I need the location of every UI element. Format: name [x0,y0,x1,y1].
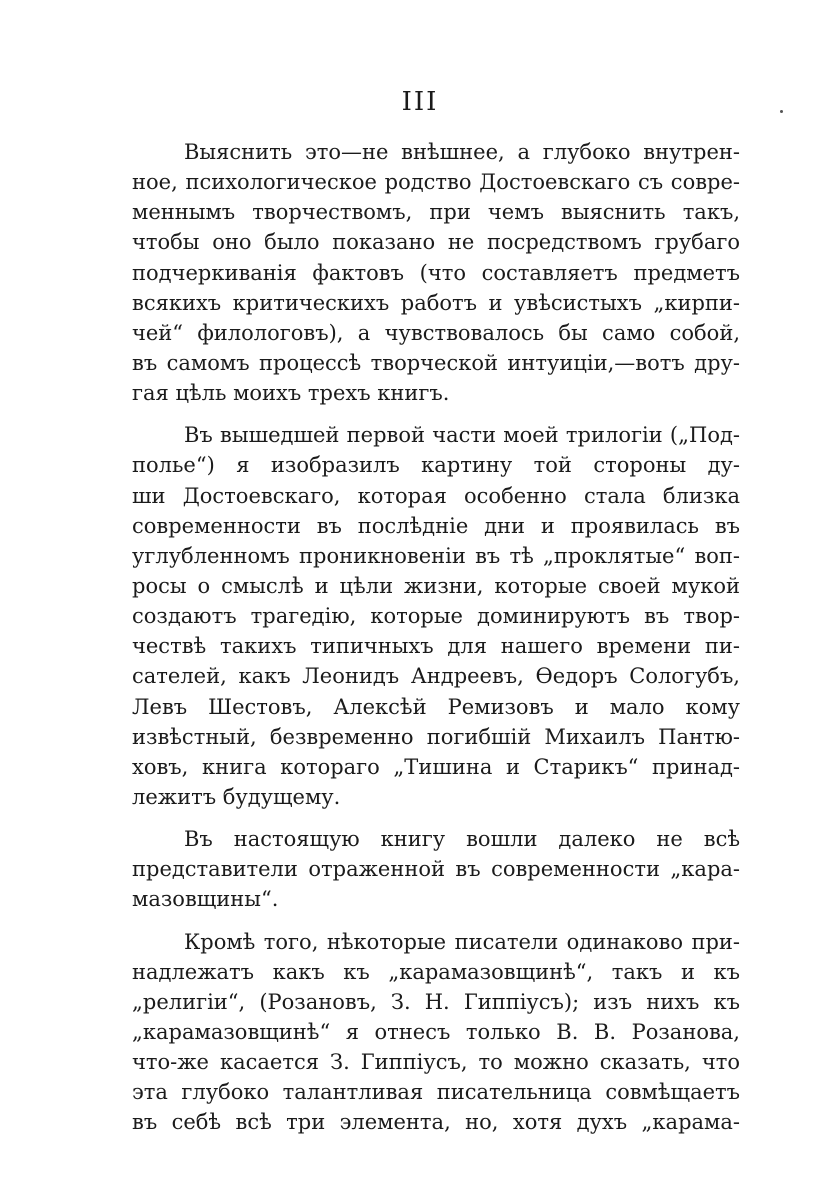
text-line: создаютъ трагедію, которые доминируютъ въ твор- [132,604,740,629]
text-line: Въ вышедшей первой части моей трилогіи („Под- [184,423,740,448]
page-number: III [401,87,439,117]
text-line: всякихъ критическихъ работъ и увѣсистыхъ „кирпи- [132,290,740,315]
text-line: мазовщины“. [132,887,279,912]
text-line: сателей, какъ Леонидъ Андреевъ, Ѳедоръ Сологубъ, [132,664,740,689]
paragraph [132,420,740,812]
paragraph [132,927,740,1138]
body-text [132,137,740,1150]
text-line: полье“) я изобразилъ картину той стороны ду- [132,453,740,478]
text-line: лежитъ будущему. [132,784,341,809]
paragraph [132,137,740,408]
text-line: ное, психологическое родство Достоевскаго съ совре- [132,170,740,195]
paragraph [132,824,740,914]
text-line: современности въ послѣдніе дни и проявилась въ [132,513,740,538]
text-line: ши Достоевскаго, которая особенно стала близка [132,483,740,508]
text-line: эта глубоко талантливая писательница совмѣщаетъ [132,1080,740,1105]
text-line: Левъ Шестовъ, Алексѣй Ремизовъ и мало кому [132,694,740,719]
text-line: меннымъ творчествомъ, при чемъ выяснить такъ, [132,200,740,225]
text-line: „карамазовщинѣ“ я отнесъ только В. В. Розанова, [132,1019,740,1044]
text-line: представители отраженной въ современности „кара- [132,857,740,882]
text-line: что-же касается З. Гиппіусъ, то можно сказать, что [132,1050,740,1075]
text-line: углубленномъ проникновеніи въ тѣ „проклятые“ воп- [132,543,740,568]
text-line: ховъ, книга котораго „Тишина и Старикъ“ принад- [132,754,740,779]
text-line: росы о смыслѣ и цѣли жизни, которые своей мукой [132,573,740,598]
text-line: чествѣ такихъ типичныхъ для нашего времени пи- [132,634,740,659]
margin-speck [780,110,783,113]
text-line: гая цѣль моихъ трехъ книгъ. [132,381,450,406]
text-line: чтобы оно было показано не посредствомъ грубаго [132,230,740,255]
text-line: Въ настоящую книгу вошли далеко не всѣ [184,827,740,852]
text-line: въ себѣ всѣ три элемента, но, хотя духъ „карама- [132,1110,740,1135]
text-line: въ самомъ процессѣ творческой интуиціи,—вотъ дру- [132,350,740,375]
text-line: подчеркиванія фактовъ (что составляетъ предметъ [132,260,740,285]
text-line: Выяснить это—не внѣшнее, а глубоко внутрен- [184,140,740,164]
text-line: чей“ филологовъ), а чувствовалось бы само собой, [132,320,740,345]
text-line: извѣстный, безвременно погибшій Михаилъ Пантю- [132,724,740,749]
text-line: „религіи“, (Розановъ, З. Н. Гиппіусъ); изъ нихъ къ [132,989,740,1014]
text-line: Кромѣ того, нѣкоторые писатели одинаково при- [184,929,740,954]
text-line: надлежатъ какъ къ „карамазовщинѣ“, такъ и къ [132,959,740,984]
